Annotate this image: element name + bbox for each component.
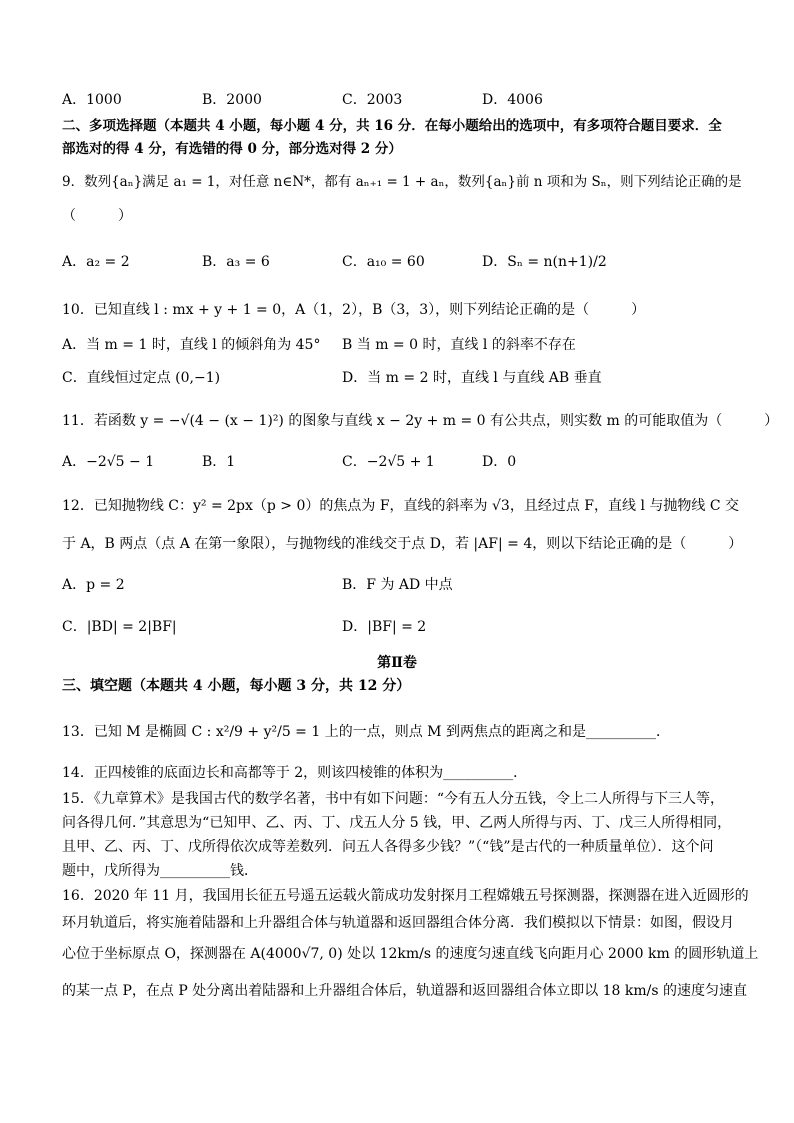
q14-stem: 14．正四棱锥的底面边长和高都等于 2，则该四棱锥的体积为__________． <box>62 765 528 781</box>
q12-option-a: A．p = 2 <box>62 577 125 593</box>
q9-option-b: B．a₃ = 6 <box>202 254 270 270</box>
q10-option-b: B 当 m = 0 时，直线 l 的斜率不存在 <box>342 337 576 353</box>
q15-line2: 问各得几何．”其意思为“已知甲、乙、丙、丁、戊五人分 5 钱，甲、乙两人所得与丙、丁、戊三人所得相同， <box>62 815 732 831</box>
section2-title-line2: 部选对的得 4 分，有选错的得 0 分，部分选对得 2 分） <box>62 141 402 157</box>
section2-title-line1: 二、多项选择题（本题共 4 小题，每小题 4 分，共 16 分．在每小题给出的选项中，有多项符合题目要求．全 <box>62 118 722 134</box>
q11-option-a: A．−2√5 − 1 <box>62 454 155 470</box>
part2-title: 第Ⅱ卷 <box>377 655 417 671</box>
q10-option-a: A．当 m = 1 时，直线 l 的倾斜角为 45° <box>62 337 321 353</box>
q11-option-d: D．0 <box>482 454 517 470</box>
q16-line2: 环月轨道后，将实施着陆器和上升器组合体与轨道器和返回器组合体分离．我们模拟以下情景：如图，假设月 <box>62 915 734 931</box>
q10-option-c: C．直线恒过定点 (0,−1) <box>62 370 221 386</box>
q11-option-c: C．−2√5 + 1 <box>342 454 435 470</box>
q16-line4: 的某一点 P，在点 P 处分离出着陆器和上升器组合体后，轨道器和返回器组合体立即以 18 km/s 的速度匀速直 <box>62 983 748 999</box>
q8-option-c: C．2003 <box>342 92 403 108</box>
q16-line1: 16．2020 年 11 月，我国用长征五号遥五运载火箭成功发射探月工程嫦娥五号探测器，探测器在进入近圆形的 <box>62 888 749 904</box>
q15-line3: 且甲、乙、丙、丁、戊所得依次成等差数列．问五人各得多少钱？”（“钱”是古代的一种质量单位）．这个问 <box>62 839 714 855</box>
q8-option-b: B．2000 <box>202 92 262 108</box>
q15-line1: 15．《九章算术》是我国古代的数学名著，书中有如下问题：“今有五人分五钱，令上二人所得与下三人等， <box>62 791 724 807</box>
section3-title: 三、填空题（本题共 4 小题，每小题 3 分，共 12 分） <box>62 678 411 694</box>
q11-stem: 11．若函数 y = −√(4 − (x − 1)²) 的图象与直线 x − 2y + m = 0 有公共点，则实数 m 的可能取值为（ ） <box>62 413 779 429</box>
q16-line3: 心位于坐标原点 O，探测器在 A(4000√7, 0) 处以 12km/s 的速度匀速直线飞向距月心 2000 km 的圆形轨道上 <box>62 946 759 962</box>
q9-option-c: C．a₁₀ = 60 <box>342 254 425 270</box>
q9-option-d: D．Sₙ = n(n+1)/2 <box>482 254 607 270</box>
q12-stem-line1: 12．已知抛物线 C：y² = 2px（p > 0）的焦点为 F，直线的斜率为 √3，且经过点 F，直线 l 与抛物线 C 交 <box>62 498 739 514</box>
q10-option-d: D．当 m = 2 时，直线 l 与直线 AB 垂直 <box>342 370 602 386</box>
q9-answer-paren: （ ） <box>62 208 132 224</box>
q13-stem: 13．已知 M 是椭圆 C : x²/9 + y²/5 = 1 上的一点，则点 M 到两焦点的距离之和是__________． <box>62 724 670 740</box>
q15-line4: 题中，戊所得为__________钱． <box>62 863 258 879</box>
q12-option-d: D．|BF| = 2 <box>342 619 427 635</box>
q12-option-c: C．|BD| = 2|BF| <box>62 619 177 635</box>
q8-option-a: A．1000 <box>62 92 122 108</box>
q12-option-b: B．F 为 AD 中点 <box>342 577 453 593</box>
q12-stem-line2: 于 A，B 两点（点 A 在第一象限），与抛物线的准线交于点 D，若 |AF| = 4，则以下结论正确的是（ ） <box>62 536 743 552</box>
q11-option-b: B．1 <box>202 454 236 470</box>
q9-option-a: A．a₂ = 2 <box>62 254 130 270</box>
q9-stem: 9．数列{aₙ}满足 a₁ = 1，对任意 n∈N*，都有 aₙ₊₁ = 1 + aₙ，数列{aₙ}前 n 项和为 Sₙ，则下列结论正确的是 <box>62 174 742 190</box>
q8-option-d: D．4006 <box>482 92 543 108</box>
q10-stem: 10．已知直线 l : mx + y + 1 = 0，A（1，2），B（3，3），则下列结论正确的是（ ） <box>62 302 646 318</box>
